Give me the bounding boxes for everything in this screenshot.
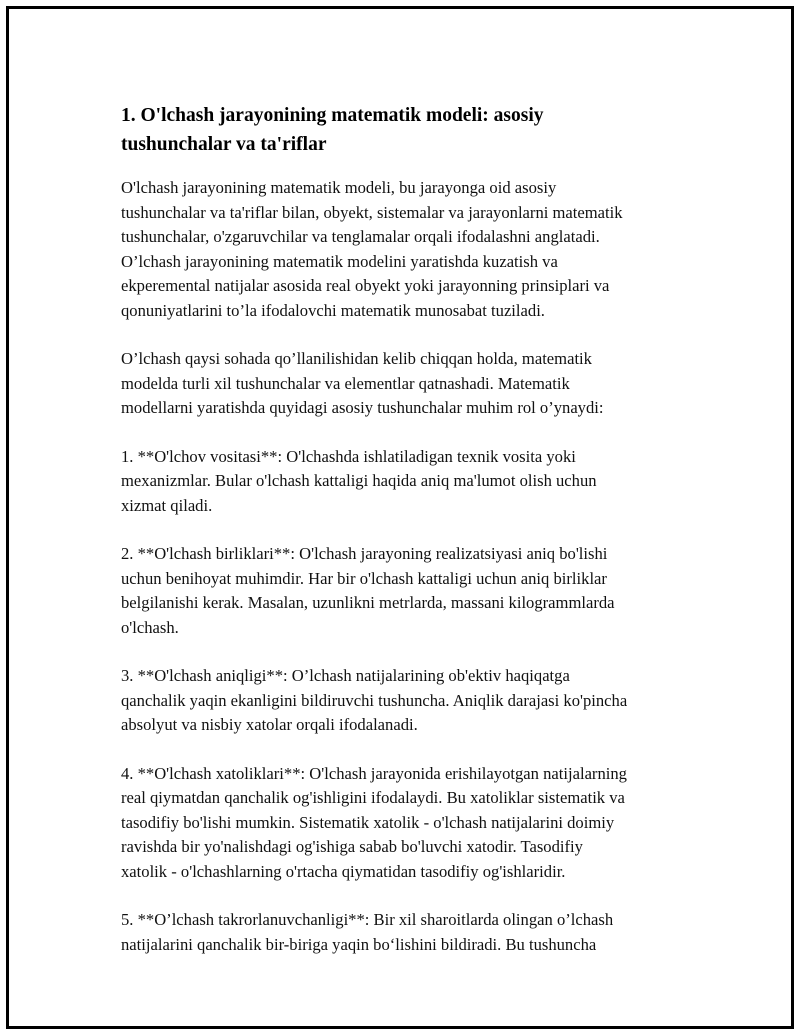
section-heading: 1. O'lchash jarayonining matematik modeli: asosiy tushunchalar va ta'riflar bbox=[121, 105, 544, 155]
list-item-measurement-units: 2. **O'lchash birliklari**: O'lchash jarayoning realizatsiyasi aniq bo'lishi uchun benihoyat muhimdir. Har bir o'lchash kattaligi uchun aniq birliklar belgilanishi kerak. Masalan, uzunlikni metrlarda, massani kilogrammlarda o'lchash. bbox=[121, 544, 615, 637]
intro-paragraph: O'lchash jarayonining matematik modeli, bu jarayonga oid asosiy tushunchalar va ta'riflar bilan, obyekt, sistemalar va jarayonlarni matematik tushunchalar, o'zgaruvchilar va tenglamalar orqali ifodalashni anglatadi. O’lchash jarayonining matematik modelini yaratishda kuzatish va ekperemental natijalar asosida real obyekt yoki jarayonning prinsiplari va qonuniyatlarini to’la ifodalovchi matematik munosabat tuziladi. bbox=[121, 178, 623, 320]
list-item-measurement-accuracy: 3. **O'lchash aniqligi**: O’lchash natijalarining ob'ektiv haqiqatga qanchalik yaqin ekanligini bildiruvchi tushuncha. Aniqlik darajasi ko'pincha absolyut va nisbiy xatolar orqali ifodalanadi. bbox=[121, 666, 628, 734]
list-item-measurement-repeatability: 5. **O’lchash takrorlanuvchanligi**: Bir xil sharoitlarda olingan o’lchash natijalarini qanchalik bir-biriga yaqin bo‘lishini bildiradi. Bu tushuncha bbox=[121, 910, 614, 954]
page-frame bbox=[6, 6, 794, 1029]
document-body bbox=[121, 101, 701, 981]
list-item-measuring-instrument: 1. **O'lchov vositasi**: O'lchashda ishlatiladigan texnik vosita yoki mexanizmlar. Bular o'lchash kattaligi haqida aniq ma'lumot olish uchun xizmat qiladi. bbox=[121, 446, 597, 515]
concepts-intro-paragraph: O’lchash qaysi sohada qo’llanilishidan kelib chiqqan holda, matematik modelda turli xil tushunchalar va elementlar qatnashadi. Matematik modellarni yaratishda quyidagi asosiy tushunchalar muhim rol o’ynaydi: bbox=[121, 349, 604, 417]
list-item-measurement-errors: 4. **O'lchash xatoliklari**: O'lchash jarayonida erishilayotgan natijalarning real qiymatdan qanchalik og'ishligini ifodalaydi. Bu xatoliklar sistematik va tasodifiy bo'lishi mumkin. Sistematik xatolik - o'lchash natijalarini doimiy ravishda bir yo'nalishdagi og'ishiga sabab bo'luvchi xatodir. Tasodifiy xatolik - o'lchashlarning o'rtacha qiymatidan tasodifiy og'ishlaridir. bbox=[121, 763, 627, 881]
